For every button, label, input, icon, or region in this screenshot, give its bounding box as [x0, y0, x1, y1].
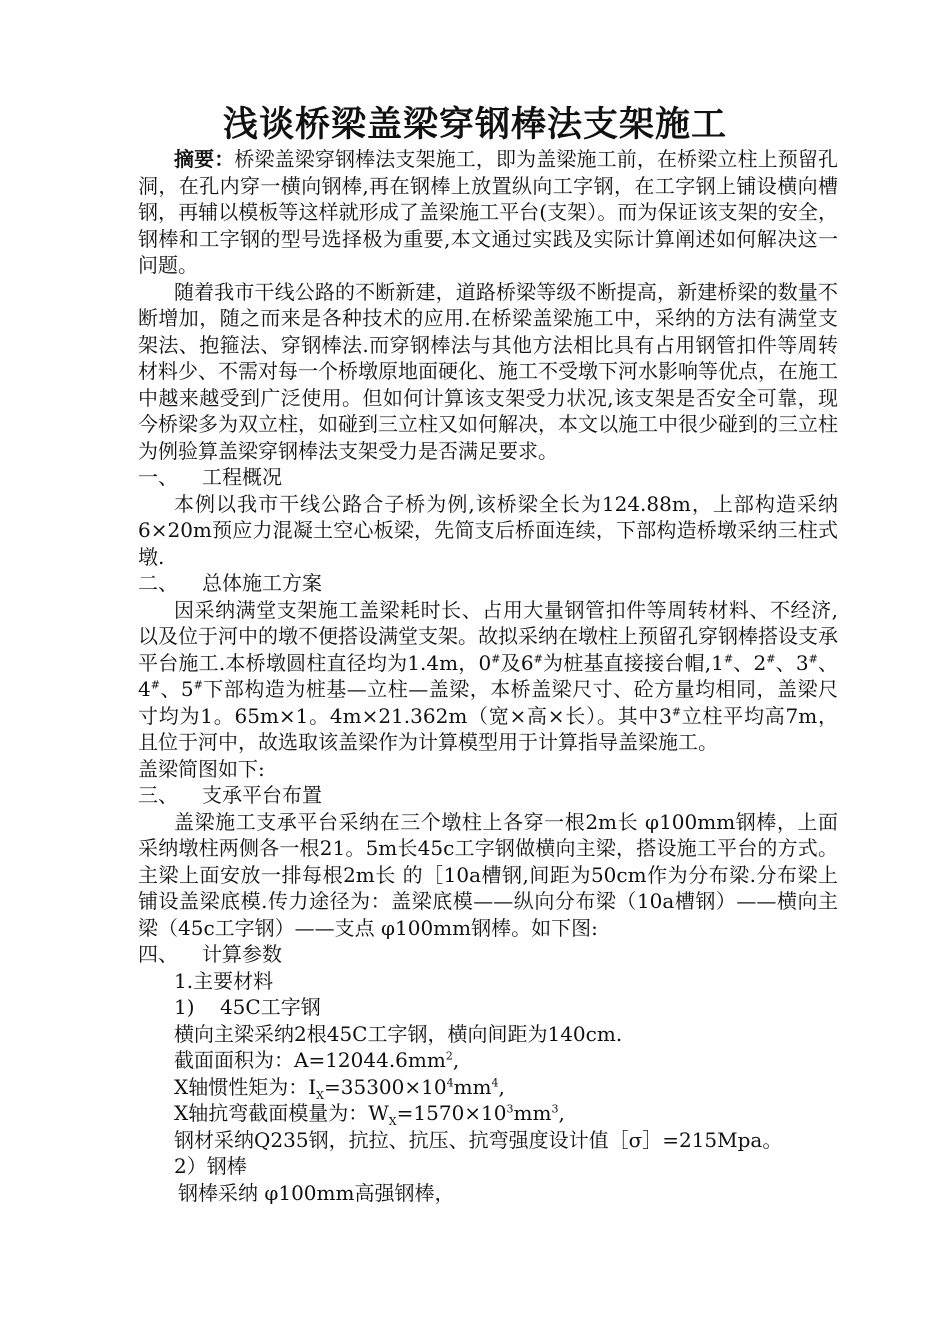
pier-mark: #: [808, 651, 818, 665]
subscript: X: [388, 1115, 397, 1128]
abstract-text: 桥梁盖梁穿钢棒法支架施工，即为盖梁施工前，在桥梁立柱上预留孔洞，在孔内穿一横向钢棒,再在钢棒上放置纵向工字钢，在工字钢上铺设横向槽钢，再辅以模板等这样就形成了盖梁施工平台(支架）。而为保证该支架的安全，钢棒和工字钢的型号选择极为重要,本文通过实践及实际计算阐述如何解决这一问题。: [138, 147, 838, 277]
rod-desc: 钢棒采纳 φ100mm高强钢棒，: [178, 1180, 455, 1205]
section-title: 计算参数: [202, 942, 282, 966]
section-title: 工程概况: [202, 465, 282, 489]
formula-text: 截面面积为：A=12044.6mm: [174, 1048, 446, 1072]
section-2-body: [138, 597, 838, 756]
pier-mark: #: [491, 651, 501, 665]
section-title: 总体施工方案: [202, 571, 322, 595]
abstract-label: 摘要：: [174, 147, 235, 171]
diagram-caption: 盖梁简图如下:: [138, 756, 265, 781]
section-area: [138, 1047, 838, 1074]
formula-text: X轴惯性矩为：I: [174, 1074, 317, 1099]
formula-text: ,: [452, 1048, 460, 1072]
body-text: 、2: [733, 650, 767, 675]
section-number: 一、: [138, 465, 178, 489]
pier-mark: #: [150, 678, 160, 692]
formula-text: ,: [498, 1074, 505, 1099]
formula-text: mm: [513, 1101, 552, 1125]
section-3-body: 盖梁施工支承平台采纳在三个墩柱上各穿一根2m长 φ100mm钢棒，上面采纳墩柱两侧各一根21。5m长45c工字钢做横向主梁，搭设施工平台的方式。主梁上面安放一排每根2m长 的［10a槽钢,间距为50cm作为分布梁.分布梁上铺设盖梁底模.传力途径为：盖梁底模——纵向分布梁（10a槽钢）——横向主梁（45c工字钢）——支点 φ100mm钢棒。如下图:: [138, 809, 838, 940]
document-body: [138, 146, 838, 1206]
exponent: 4: [446, 1075, 454, 1089]
moment-of-inertia: [138, 1074, 838, 1101]
formula-text: X轴抗弯截面模量为：W: [174, 1101, 389, 1125]
intro-paragraph: 随着我市干线公路的不断新建，道路桥梁等级不断提高，新建桥梁的数量不断增加，随之而来是各种技术的应用.在桥梁盖梁施工中，采纳的方法有满堂支架法、抱箍法、穿钢棒法.而穿钢棒法与其他方法相比具有占用钢管扣件等周转材料少、不需对每一个桥墩原地面硬化、施工不受墩下河水影响等优点，在施工中越来越受到广泛使用。但如何计算该支架受力状况,该支架是否安全可靠，现今桥梁多为双立柱，如碰到三立柱又如何解决，本文以施工中很少碰到的三立柱为例验算盖梁穿钢棒法支架受力是否满足要求。: [138, 279, 838, 463]
section-title: 支承平台布置: [202, 783, 322, 807]
section-number: 二、: [138, 571, 178, 595]
body-text: 因采纳满堂支架施工盖梁耗时长、占用大量钢管扣件等周转材料、不经济,以及位于河中的墩不便搭设满堂支架。故拟采纳在墩柱上预留孔穿钢棒搭设支承平台施工.本桥墩圆柱直径均为1.4m，0: [138, 597, 838, 675]
body-text: 为桩基直接接台帽,1: [542, 650, 724, 675]
section-modulus: [138, 1100, 838, 1127]
subheading-materials: 1.主要材料: [174, 968, 274, 993]
body-text: 下部构造为桩基—立柱—盖梁，本桥盖梁尺寸、砼方量均相同，盖梁尺寸均为1。65m×1。4m×21.362m（宽×高×长）。其中3: [138, 677, 838, 728]
ibeam-desc: 横向主梁采纳2根45C工字钢，横向间距为140cm.: [174, 1021, 623, 1046]
pier-mark: #: [766, 651, 776, 665]
section-number: 三、: [138, 783, 178, 807]
body-text: 及6: [500, 650, 534, 675]
exponent: 2: [445, 1049, 453, 1063]
exponent: 3: [551, 1102, 559, 1116]
pier-mark: #: [193, 678, 203, 692]
pier-mark: #: [671, 704, 682, 718]
pier-mark: #: [723, 651, 734, 665]
subscript: X: [316, 1088, 324, 1102]
formula-text: ,: [558, 1101, 565, 1125]
body-text: 、3: [775, 650, 809, 675]
abstract-paragraph: [138, 146, 838, 279]
formula-text: mm: [453, 1074, 492, 1099]
section-heading-4: [138, 941, 838, 968]
section-heading-3: [138, 782, 838, 809]
formula-text: =1570×10: [396, 1101, 507, 1125]
section-number: 四、: [138, 942, 178, 966]
body-text: 、4: [138, 650, 838, 701]
body-text: 、5: [159, 677, 194, 701]
pier-mark: #: [533, 651, 543, 665]
steel-strength: 钢材采纳Q235钢，抗拉、抗压、抗弯强度设计值［σ］=215Mpa。: [174, 1127, 783, 1152]
subheading-ibeam: 1) 45C工字钢: [174, 995, 321, 1019]
section-heading-1: [138, 464, 838, 491]
subheading-rod: 2）钢棒: [174, 1154, 247, 1178]
document-title: 浅谈桥梁盖梁穿钢棒法支架施工: [222, 104, 727, 145]
section-heading-2: [138, 570, 838, 597]
body-text: 立柱平均高7m，且位于河中，故选取该盖梁作为计算模型用于计算指导盖梁施工。: [138, 703, 838, 754]
exponent: 3: [506, 1102, 514, 1116]
formula-text: =35300×10: [323, 1074, 447, 1099]
exponent: 4: [491, 1075, 499, 1089]
section-1-body: 本例以我市干线公路合子桥为例,该桥梁全长为124.88m，上部构造采纳6×20m预应力混凝土空心板梁，先简支后桥面连续，下部构造桥墩采纳三柱式墩.: [138, 491, 838, 569]
